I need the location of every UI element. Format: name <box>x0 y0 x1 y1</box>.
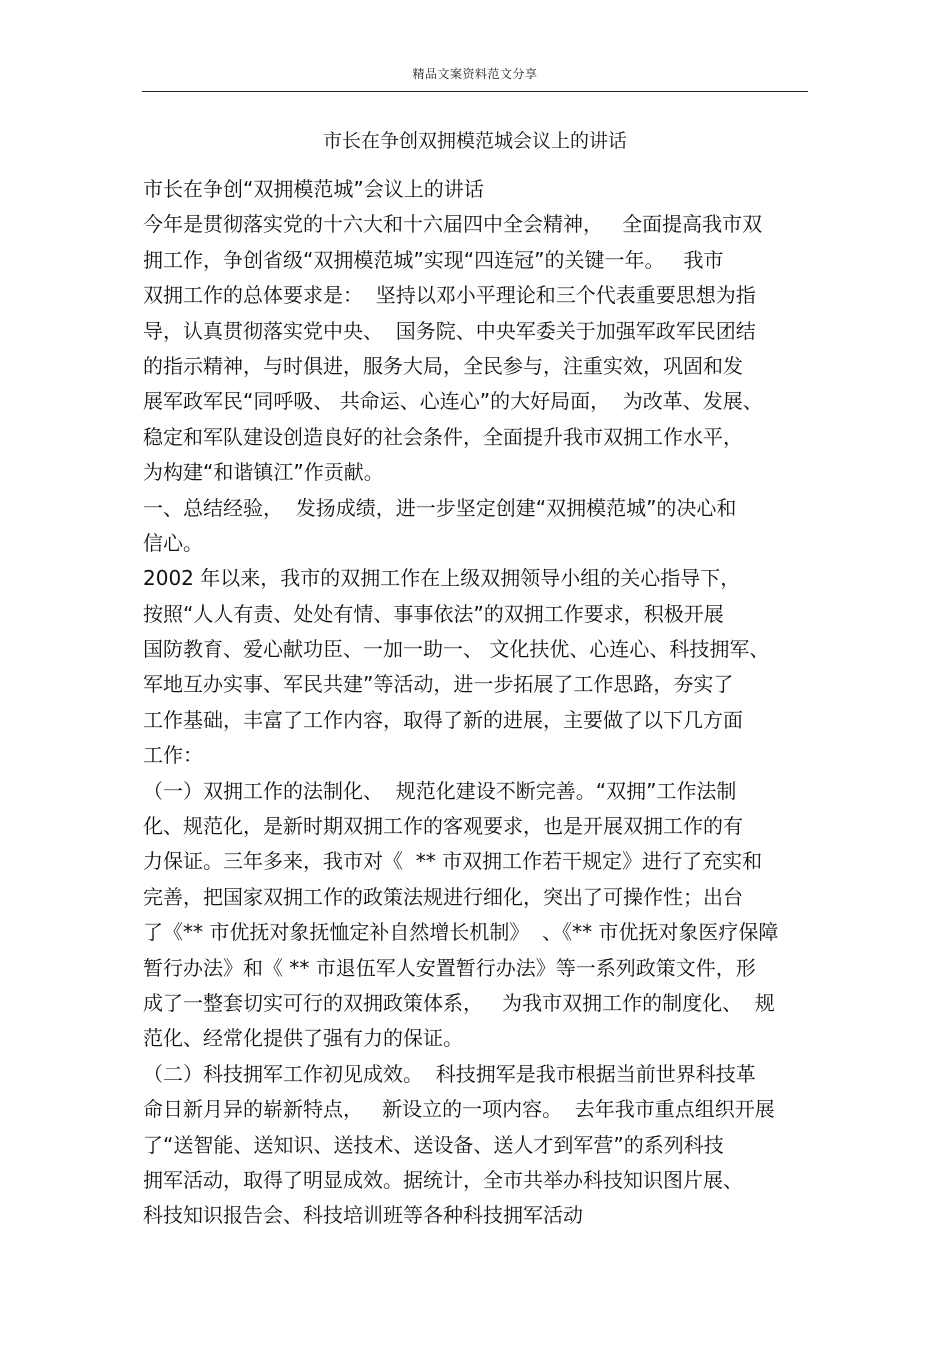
body-line: 了《** 市优抚对象抚恤定补自然增长机制》 、《** 市优抚对象医疗保障 <box>143 920 779 945</box>
body-line: 范化、经常化提供了强有力的保证。 <box>143 1026 463 1051</box>
body-line: 信心。 <box>143 530 203 555</box>
body-line: （二）科技拥军工作初见成效。 科技拥军是我市根据当前世界科技革 <box>143 1061 756 1086</box>
body-line: 拥军活动，取得了明显成效。据统计，全市共举办科技知识图片展、 <box>143 1167 743 1192</box>
body-line: 拥工作，争创省级“双拥模范城”实现“四连冠”的关键一年。 我市 <box>143 247 724 272</box>
body-line: 命日新月异的崭新特点， 新设立的一项内容。 去年我市重点组织开展 <box>143 1097 775 1122</box>
body-line: 按照“人人有责、处处有情、事事依法”的双拥工作要求，积极开展 <box>143 601 724 626</box>
header-text: 精品文案资料范文分享 <box>412 67 538 81</box>
body-line: 双拥工作的总体要求是： 坚持以邓小平理论和三个代表重要思想为指 <box>143 283 756 308</box>
body-line: 稳定和军队建设创造良好的社会条件，全面提升我市双拥工作水平， <box>143 424 743 449</box>
body-line: 力保证。三年多来，我市对《 ** 市双拥工作若干规定》进行了充实和 <box>143 849 763 874</box>
body-line: 成了一整套切实可行的双拥政策体系， 为我市双拥工作的制度化、 规 <box>143 990 775 1015</box>
header-divider <box>142 91 808 92</box>
body-line: （一）双拥工作的法制化、 规范化建设不断完善。“双拥”工作法制 <box>143 778 737 803</box>
body-line: 今年是贯彻落实党的十六大和十六届四中全会精神， 全面提高我市双 <box>143 212 763 237</box>
document-body <box>143 172 823 1234</box>
body-line: 2002 年以来，我市的双拥工作在上级双拥领导小组的关心指导下， <box>143 566 741 591</box>
body-line: 市长在争创“双拥模范城”会议上的讲话 <box>143 177 484 201</box>
body-line: 了“送智能、送知识、送技术、送设备、送人才到军营”的系列科技 <box>143 1132 724 1157</box>
body-line: 工作基础，丰富了工作内容，取得了新的进展，主要做了以下几方面 <box>143 707 743 732</box>
body-line: 的指示精神，与时俱进，服务大局，全民参与，注重实效，巩固和发 <box>143 353 743 378</box>
body-line: 完善，把国家双拥工作的政策法规进行细化，突出了可操作性；出台 <box>143 884 743 909</box>
body-line: 为构建“和谐镇江”作贡献。 <box>143 460 384 485</box>
body-line: 展军政军民“同呼吸、 共命运、心连心”的大好局面， 为改革、发展、 <box>143 389 763 414</box>
body-line: 导，认真贯彻落实党中央、 国务院、中央军委关于加强军政军民团结 <box>143 318 756 343</box>
body-line: 国防教育、爱心献功臣、一加一助一、 文化扶优、心连心、科技拥军、 <box>143 637 770 662</box>
body-line: 工作： <box>143 743 203 768</box>
body-line: 化、规范化，是新时期双拥工作的客观要求，也是开展双拥工作的有 <box>143 814 743 839</box>
body-line: 军地互办实事、军民共建”等活动，进一步拓展了工作思路，夯实了 <box>143 672 734 697</box>
body-line: 一、总结经验， 发扬成绩，进一步坚定创建“双拥模范城”的决心和 <box>143 495 737 520</box>
body-line: 暂行办法》和《 ** 市退伍军人安置暂行办法》等一系列政策文件，形 <box>143 955 756 980</box>
document-title: 市长在争创双拥模范城会议上的讲话 <box>322 130 627 152</box>
body-line: 科技知识报告会、科技培训班等各种科技拥军活动 <box>143 1203 583 1228</box>
